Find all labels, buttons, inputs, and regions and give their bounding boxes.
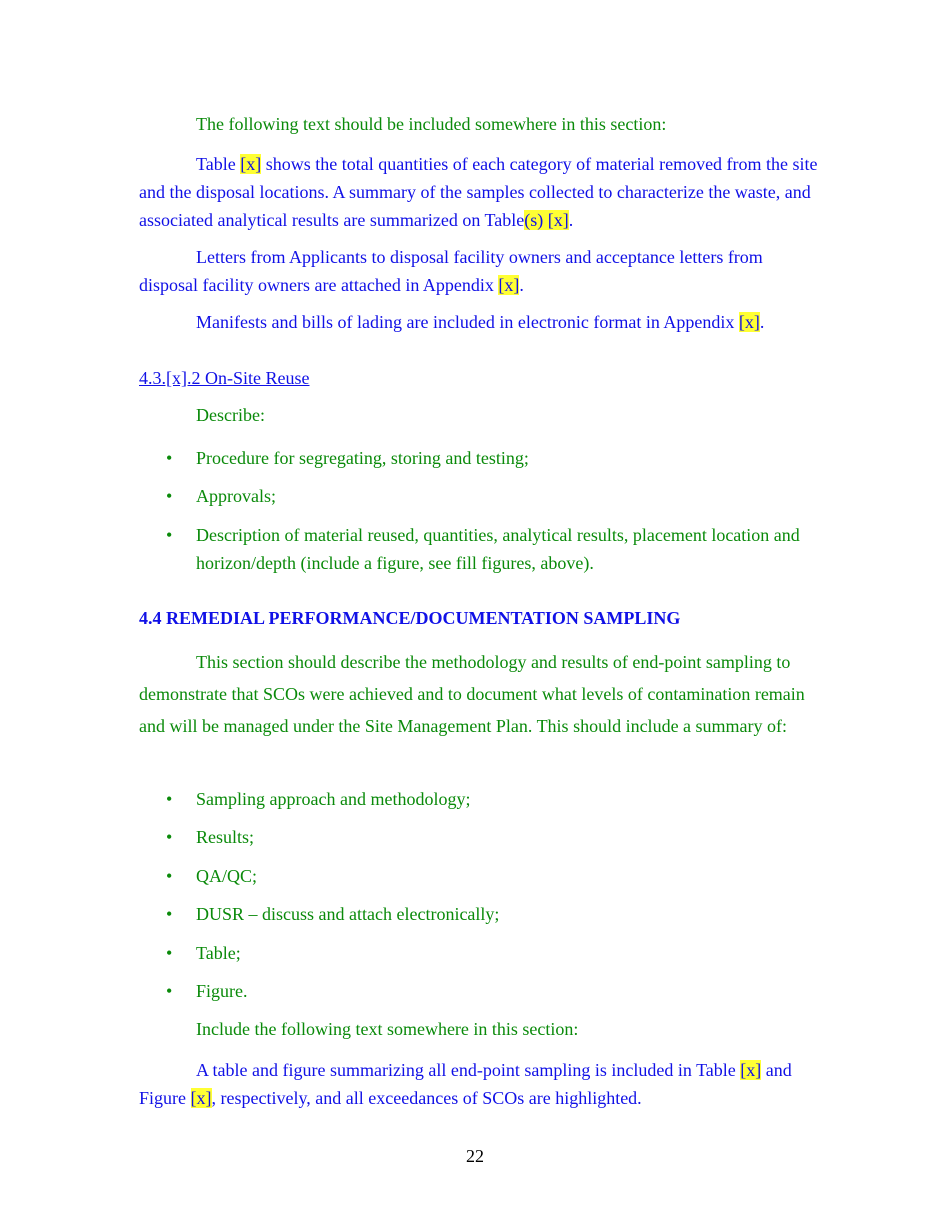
onsite-reuse-heading: 4.3.[x].2 On-Site Reuse [139,368,310,388]
list-item: • Description of material reused, quantities, analytical results, placement location and horizon/depth (include a figure, see fill figures, above). [166,521,806,577]
bullet-icon: • [166,448,173,468]
describe-text: Describe: [196,405,265,425]
list-item: • Table; [166,939,806,967]
bullet-icon: • [166,981,173,1001]
list-item: • Approvals; [166,482,806,510]
placeholder-highlight: [x] [498,275,520,295]
intro-text: The following text should be included somewhere in this section: [196,114,667,134]
include-text: Include the following text somewhere in this section: [196,1019,579,1039]
final-paragraph: A table and figure summarizing all end-point sampling is included in Table [x] and Figure [x], respectively, and all exceedances of SCOs are highlighted. [139,1060,792,1108]
bullet-icon: • [166,486,173,506]
list-item: • Results; [166,823,806,851]
placeholder-highlight: [x] [190,1088,212,1108]
list-item: • Sampling approach and methodology; [166,785,806,813]
placeholder-highlight: [x] [738,312,760,332]
manifests-paragraph: Manifests and bills of lading are included in electronic format in Appendix [x]. [196,312,765,332]
bullet-icon: • [166,943,173,963]
section-heading: 4.4 REMEDIAL PERFORMANCE/DOCUMENTATION SAMPLING [139,608,681,628]
page-number: 22 [466,1146,484,1166]
table-paragraph: Table [x] shows the total quantities of each category of material removed from the site and the disposal locations. A summary of the samples collected to characterize the waste, and associated analytical results are summarized on Table(s) [x]. [139,154,818,230]
bullet-icon: • [166,525,173,545]
placeholder-highlight: [x] [740,1060,762,1080]
bullet-icon: • [166,866,173,886]
section-paragraph: This section should describe the methodology and results of end-point sampling to demonstrate that SCOs were achieved and to document what levels of contamination remain and will be managed under the Site Management Plan. This should include a summary of: [139,652,805,736]
list-item: • DUSR – discuss and attach electronically; [166,900,806,928]
placeholder-highlight: [x] [240,154,262,174]
list-item: • Figure. [166,977,806,1005]
placeholder-highlight: (s) [x] [524,210,569,230]
list-item: • Procedure for segregating, storing and testing; [166,444,806,472]
letters-paragraph: Letters from Applicants to disposal facility owners and acceptance letters from disposal facility owners are attached in Appendix [x]. [139,247,763,295]
bullet-icon: • [166,904,173,924]
list-item: • QA/QC; [166,862,806,890]
bullet-icon: • [166,789,173,809]
bullet-icon: • [166,827,173,847]
